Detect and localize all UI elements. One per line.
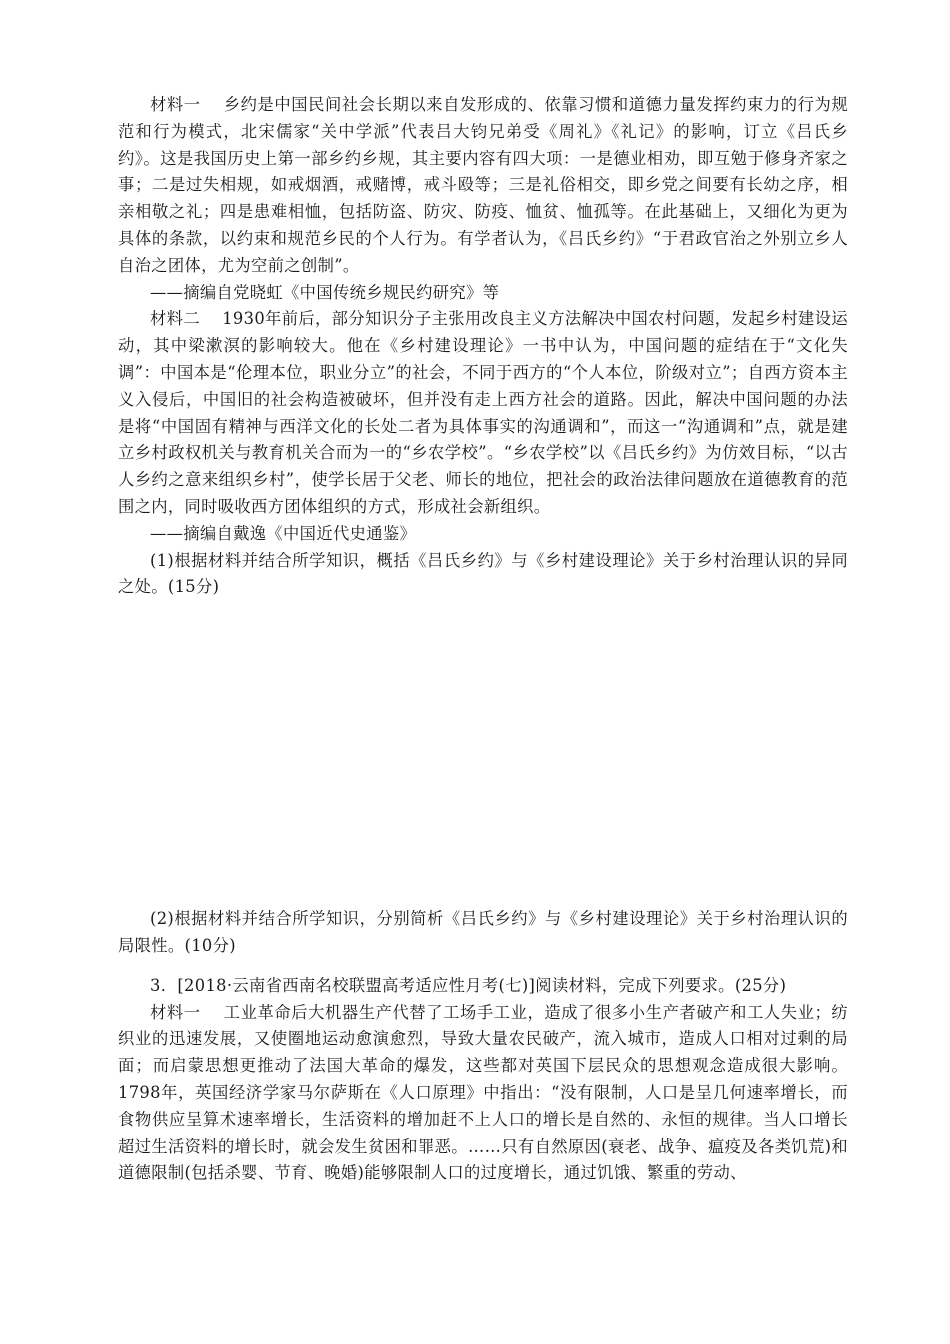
- problem3-material1-text: 工业革命后大机器生产代替了工场手工业，造成了很多小生产者破产和工人失业；纺织业的迅速发展，又使圈地运动愈演愈烈，导致大量农民破产，流入城市，造成人口相对过剩的局面；而启蒙思想更推动了法国大革命的爆发，这些都对英国下层民众的思想观念造成很大影响。1798年，英国经济学家马尔萨斯在《人口原理》中指出：“没有限制，人口是呈几何速率增长，而食物供应呈算术速率增长，生活资料的增加赶不上人口的增长是自然的、永恒的规律。当人口增长超过生活资料的增长时，就会发生贫困和罪恶。……只有自然原因(衰老、战争、瘟疫及各类饥荒)和道德限制(包括杀婴、节育、晚婚)能够限制人口的过度增长，通过饥饿、繁重的劳动、: [118, 1002, 848, 1183]
- material1-label: 材料一: [150, 95, 201, 114]
- spacer: [118, 960, 848, 973]
- problem3-material1-paragraph: [118, 1000, 848, 1188]
- material1-source: ——摘编自党晓虹《中国传统乡规民约研究》等: [150, 282, 500, 302]
- answer-space-1: [118, 601, 848, 906]
- material2-paragraph: [118, 306, 848, 520]
- question-1: (1)根据材料并结合所学知识，概括《吕氏乡约》与《乡村建设理论》关于乡村治理认识的异同之处。(15分): [118, 550, 848, 597]
- material1-paragraph: [118, 92, 848, 280]
- document-page: [118, 92, 848, 1187]
- material2-source: ——摘编自戴逸《中国近代史通鉴》: [150, 523, 417, 543]
- question-2: (2)根据材料并结合所学知识，分别简析《吕氏乡约》与《乡村建设理论》关于乡村治理认识的局限性。(10分): [118, 909, 848, 955]
- problem3-material1-label: 材料一: [150, 1002, 201, 1022]
- problem3-header: 3．[2018·云南省西南名校联盟高考适应性月考(七)]阅读材料，完成下列要求。(25分): [150, 975, 787, 995]
- material2-label: 材料二: [150, 309, 200, 329]
- material1-text: 乡约是中国民间社会长期以来自发形成的、依靠习惯和道德力量发挥约束力的行为规范和行为模式，北宋儒家“关中学派”代表吕大钧兄弟受《周礼》《礼记》的影响，订立《吕氏乡约》。这是我国历史上第一部乡约乡规，其主要内容有四大项：一是德业相劝，即互勉于修身齐家之事；二是过失相规，如戒烟酒，戒赌博，戒斗殴等；三是礼俗相交，即乡党之间要有长幼之序，相亲相敬之礼；四是患难相恤，包括防盗、防灾、防疫、恤贫、恤孤等。在此基础上，又细化为更为具体的条款，以约束和规范乡民的个人行为。有学者认为，《吕氏乡约》“于君政官治之外别立乡人自治之团体，尤为空前之创制”。: [118, 95, 848, 275]
- material2-text: 1930年前后，部分知识分子主张用改良主义方法解决中国农村问题，发起乡村建设运动，其中梁漱溟的影响较大。他在《乡村建设理论》一书中认为，中国问题的症结在于“文化失调”：中国本是“伦理本位，职业分立”的社会，不同于西方的“个人本位，阶级对立”；自西方资本主义入侵后，中国旧的社会构造被破坏，但并没有走上西方社会的道路。因此，解决中国问题的办法是将“中国固有精神与西洋文化的长处二者为具体事实的沟通调和”，而这一“沟通调和”点，就是建立乡村政权机关与教育机关合而为一的“乡农学校”。“乡农学校”以《吕氏乡约》为仿效目标，“以古人乡约之意来组织乡村”，使学长居于父老、师长的地位，把社会的政治法律问题放在道德教育的范围之内，同时吸收西方团体组织的方式，形成社会新组织。: [118, 309, 848, 516]
